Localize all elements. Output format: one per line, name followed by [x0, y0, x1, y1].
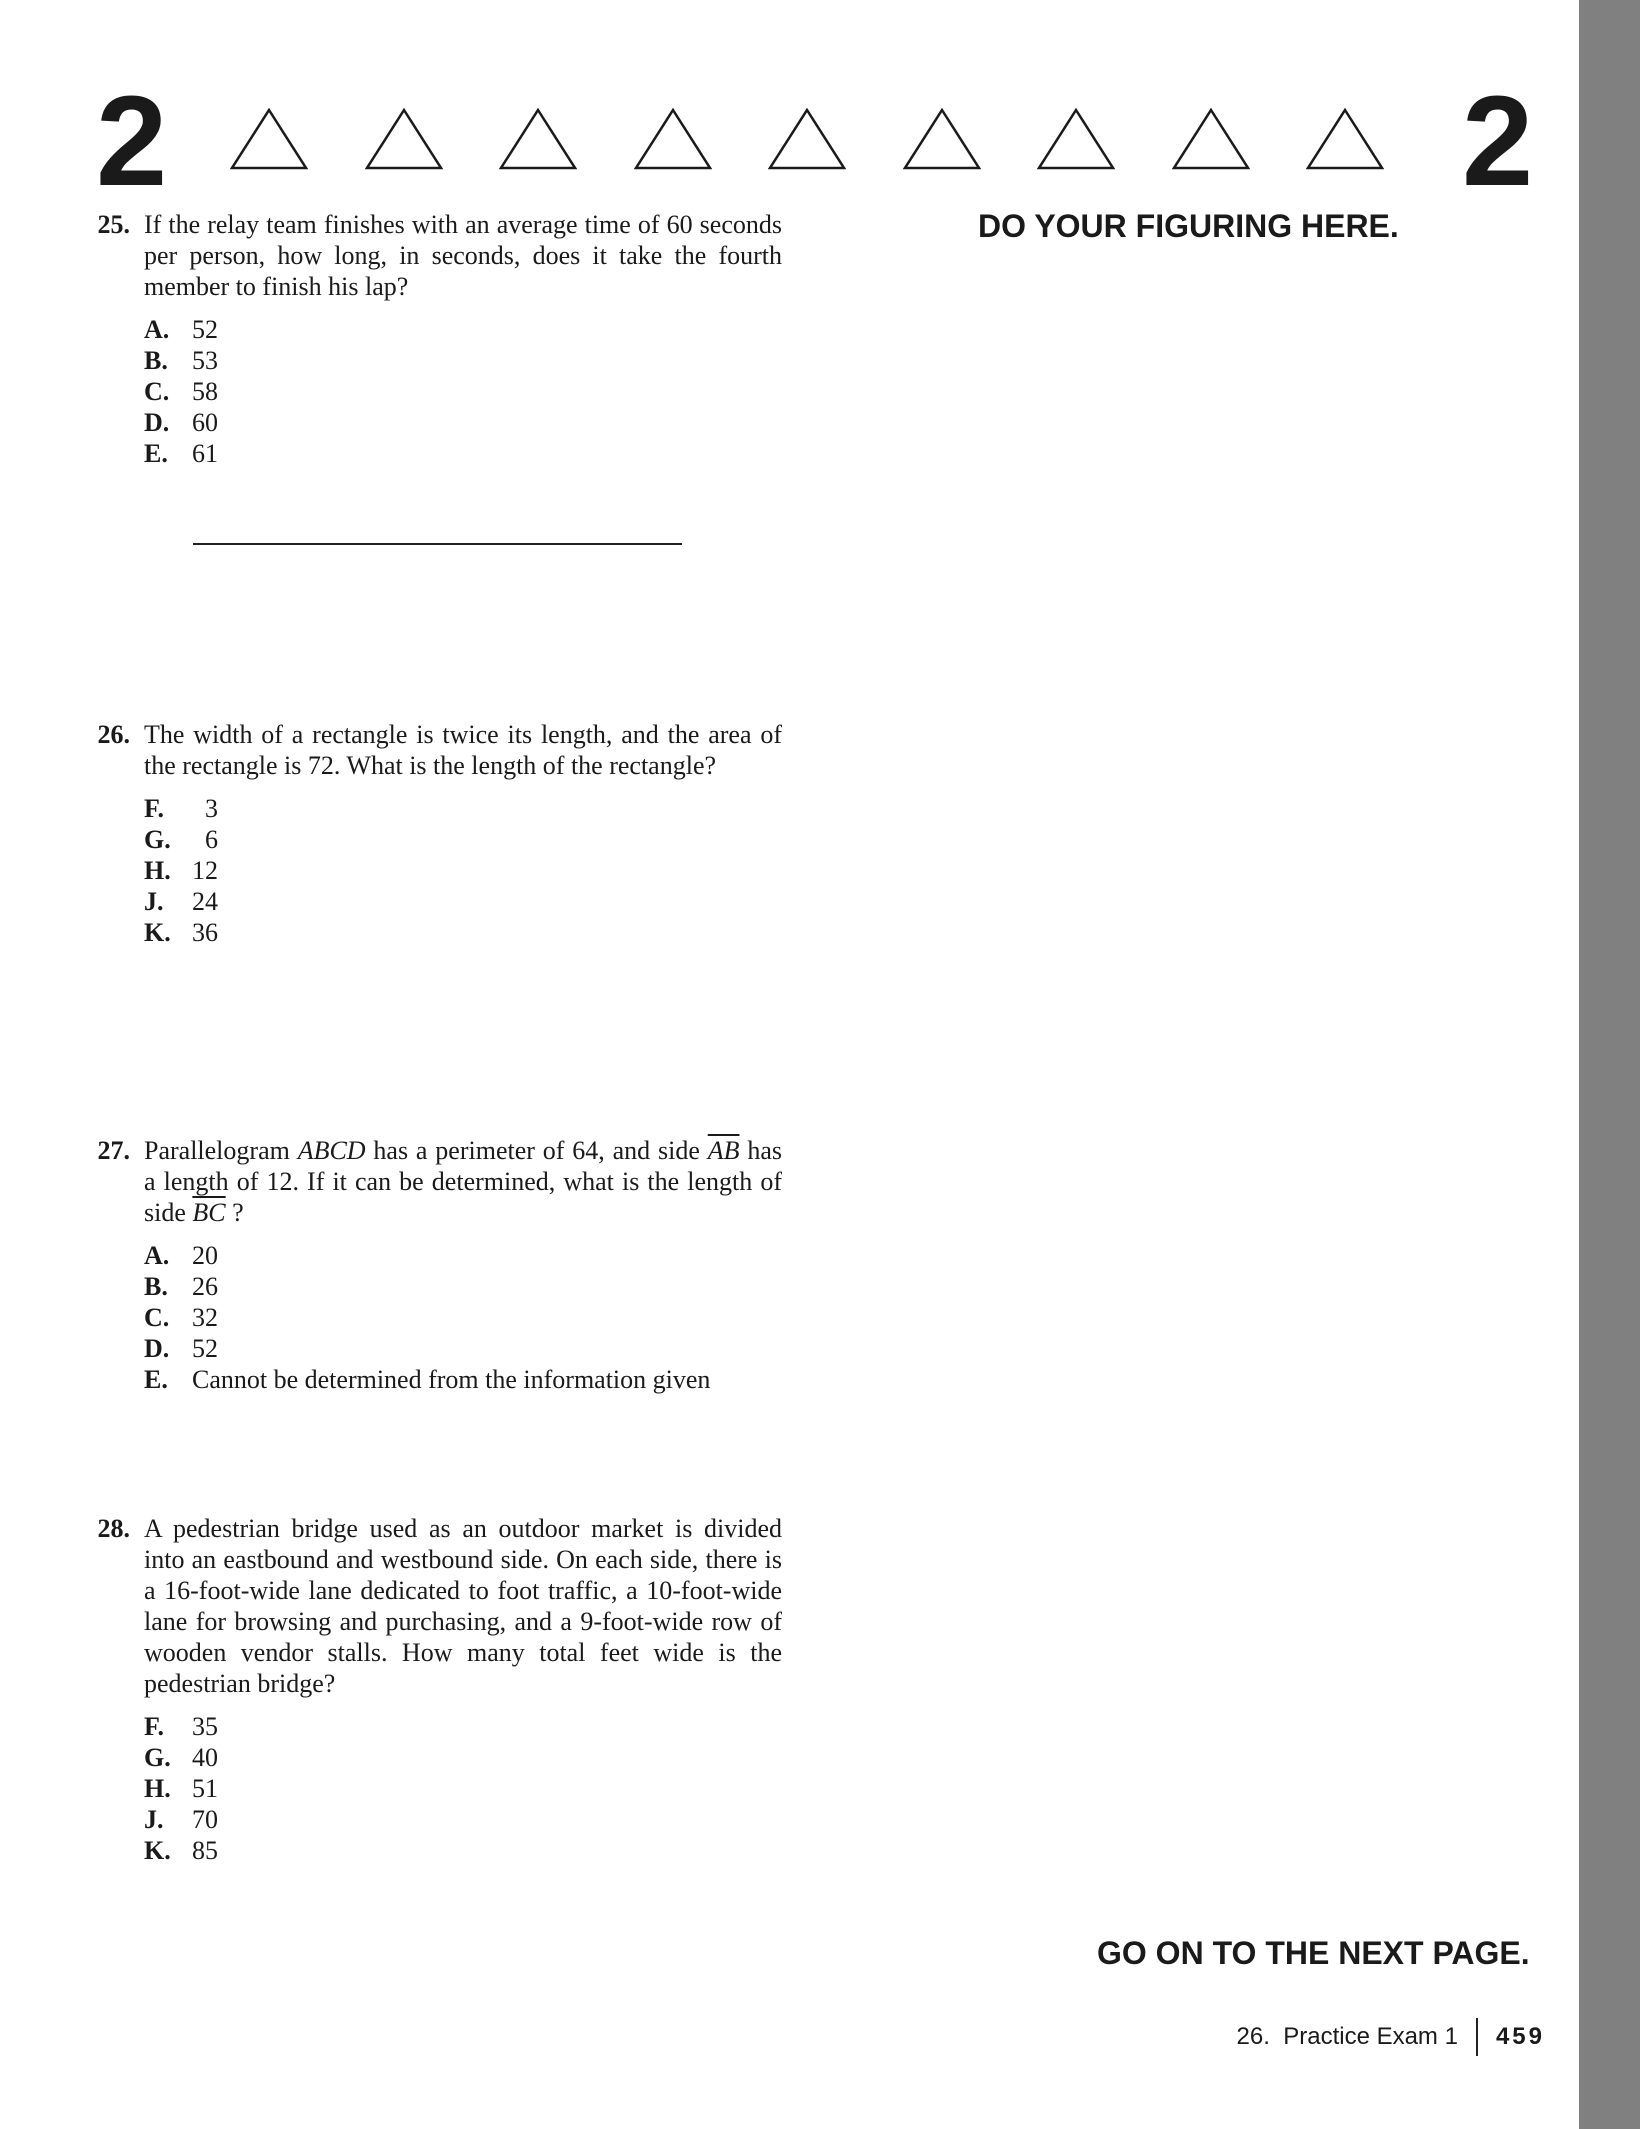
question-text: A pedestrian bridge used as an outdoor market is divided into an eastbound and westbound side. On each side, there is a 16-foot-wide lane dedicated to foot traffic, a 10-foot-wide lane for browsing and purchasing, and a 9-foot-wide row of wooden vendor stalls. How many total feet wide is the pedestrian bridge?: [144, 1514, 782, 1698]
triangle-icon: [230, 108, 308, 170]
answer-option[interactable]: [144, 376, 782, 407]
text-segment: Parallelogram: [144, 1136, 298, 1165]
option-letter: J.: [144, 887, 164, 916]
answer-option[interactable]: [144, 1711, 782, 1742]
question-27: [90, 1135, 782, 1395]
segment-bc: $\overline{BC}$: [192, 1198, 226, 1227]
text-segment: has a length of 12. If it can be determined, what is the length of side: [144, 1136, 782, 1227]
option-letter: C.: [144, 377, 170, 406]
option-value: 51: [192, 1774, 218, 1803]
option-letter: F.: [144, 1712, 164, 1741]
go-on-next-page: GO ON TO THE NEXT PAGE.: [1097, 1935, 1530, 1971]
option-letter: A.: [144, 1241, 170, 1270]
question-number: 26.: [97, 720, 130, 749]
triangle-icon: [768, 108, 846, 170]
option-value: 36: [192, 918, 218, 947]
answer-option[interactable]: [144, 1333, 782, 1364]
option-letter: D.: [144, 408, 170, 437]
option-letter: F.: [144, 794, 164, 823]
option-letter: B.: [144, 1272, 168, 1301]
text-segment: has a perimeter of 64, and side: [365, 1136, 708, 1165]
answer-option[interactable]: [144, 1271, 782, 1302]
option-value: 32: [192, 1303, 218, 1332]
answer-option[interactable]: [144, 1742, 782, 1773]
answer-option[interactable]: [144, 1240, 782, 1271]
question-number: 27.: [97, 1136, 130, 1165]
triangle-icon: [903, 108, 981, 170]
option-value: Cannot be determined from the information given: [192, 1365, 711, 1394]
chapter-label: 26. Practice Exam 1: [1236, 2023, 1458, 2050]
answer-option[interactable]: [144, 1773, 782, 1804]
answer-option[interactable]: [144, 345, 782, 376]
triangle-icon: [634, 108, 712, 170]
option-value: 70: [192, 1805, 218, 1834]
section-number-right: 2: [1462, 70, 1532, 213]
option-value: 52: [192, 1334, 218, 1363]
question-26: [90, 719, 782, 948]
option-value: 26: [192, 1272, 218, 1301]
triangle-icon: [1172, 108, 1250, 170]
divider-line: [193, 543, 682, 545]
option-value: 35: [192, 1712, 218, 1741]
answer-option[interactable]: [144, 855, 782, 886]
option-letter: K.: [144, 918, 171, 947]
answer-option[interactable]: [144, 886, 782, 917]
triangle-icon: [365, 108, 443, 170]
option-value: 53: [192, 346, 218, 375]
option-value: 6: [205, 825, 218, 854]
text-segment: ?: [225, 1198, 244, 1227]
option-value: 60: [192, 408, 218, 437]
option-letter: H.: [144, 1774, 171, 1803]
page-number: 459: [1495, 2023, 1545, 2050]
option-letter: G.: [144, 825, 171, 854]
answer-option[interactable]: [144, 1364, 782, 1395]
option-letter: K.: [144, 1836, 171, 1865]
triangle-icon: [1037, 108, 1115, 170]
answer-option[interactable]: [144, 314, 782, 345]
section-number-left: 2: [96, 70, 166, 213]
option-letter: B.: [144, 346, 168, 375]
option-value: 24: [192, 887, 218, 916]
option-value: 52: [192, 315, 218, 344]
option-letter: J.: [144, 1805, 164, 1834]
option-letter: A.: [144, 315, 170, 344]
question-number: 28.: [97, 1514, 130, 1543]
option-letter: E.: [144, 1365, 168, 1394]
option-letter: C.: [144, 1303, 170, 1332]
option-value: 85: [192, 1836, 218, 1865]
question-number: 25.: [97, 210, 130, 239]
question-text: If the relay team finishes with an average time of 60 seconds per person, how long, in seconds, does it take the fourth member to finish his lap?: [144, 210, 782, 301]
page-edge-tab: [1579, 0, 1640, 2129]
answer-option[interactable]: [144, 438, 782, 469]
option-letter: G.: [144, 1743, 171, 1772]
option-value: 58: [192, 377, 218, 406]
triangle-icon: [1306, 108, 1384, 170]
figuring-note: DO YOUR FIGURING HERE.: [978, 208, 1399, 244]
option-value: 3: [205, 794, 218, 823]
question-text: The width of a rectangle is twice its length, and the area of the rectangle is 72. What is the length of the rectangle?: [144, 720, 782, 780]
answer-option[interactable]: [144, 917, 782, 948]
segment-ab: $\overline{AB}$: [707, 1136, 740, 1165]
answer-option[interactable]: [144, 407, 782, 438]
parallelogram-name: ABCD: [297, 1136, 366, 1165]
answer-option[interactable]: [144, 1835, 782, 1866]
page-footer: [1200, 2018, 1545, 2056]
option-letter: E.: [144, 439, 168, 468]
question-text: [144, 1135, 782, 1228]
footer-separator: [1476, 2018, 1478, 2056]
option-letter: H.: [144, 856, 171, 885]
option-value: 61: [192, 439, 218, 468]
answer-option[interactable]: [144, 1804, 782, 1835]
answer-option[interactable]: [144, 824, 782, 855]
question-25: [90, 209, 782, 469]
option-value: 20: [192, 1241, 218, 1270]
answer-option[interactable]: [144, 793, 782, 824]
answer-option[interactable]: [144, 1302, 782, 1333]
triangle-icon: [499, 108, 577, 170]
option-value: 40: [192, 1743, 218, 1772]
option-value: 12: [192, 856, 218, 885]
option-letter: D.: [144, 1334, 170, 1363]
question-28: [90, 1513, 782, 1866]
